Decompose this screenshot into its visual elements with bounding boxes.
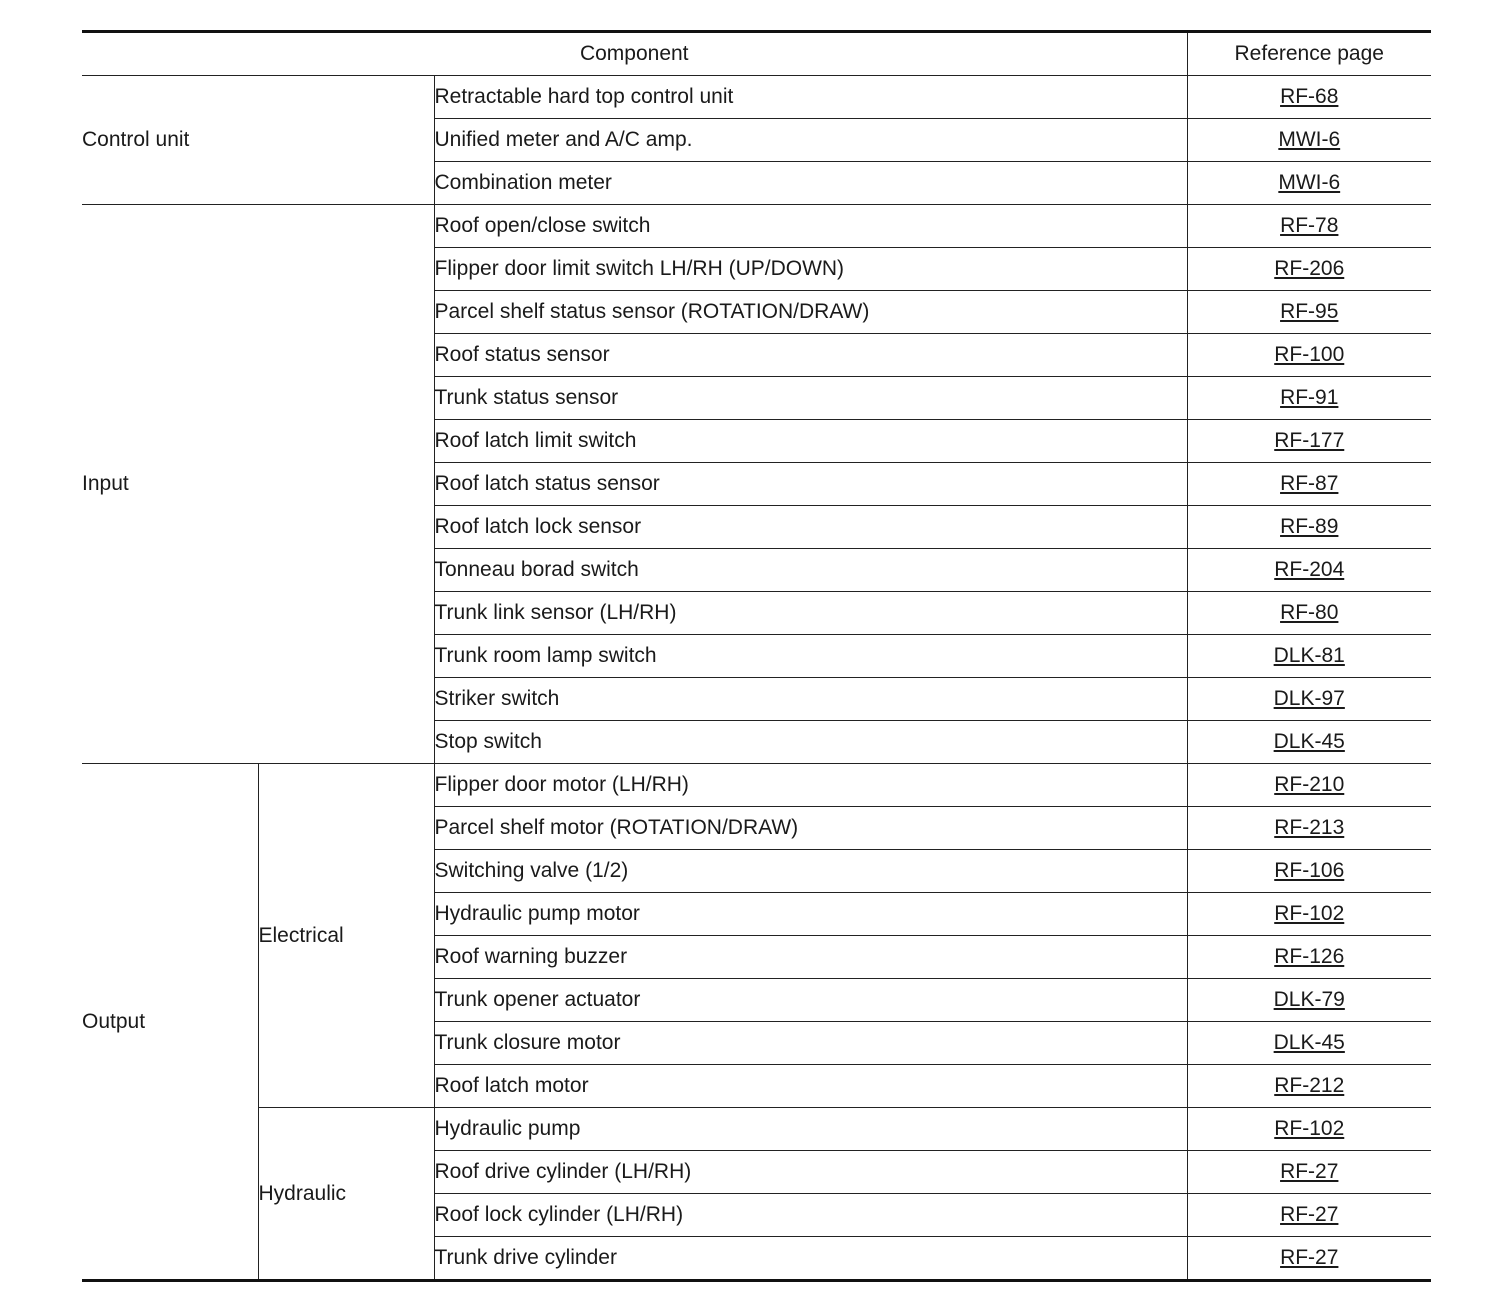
component-cell: Roof latch limit switch [434,420,1187,463]
component-cell: Trunk room lamp switch [434,635,1187,678]
component-cell: Roof drive cylinder (LH/RH) [434,1151,1187,1194]
component-cell: Roof status sensor [434,334,1187,377]
table-row [82,1108,1431,1151]
reference-cell [1187,979,1431,1022]
group-label-input: Input [82,205,434,764]
table-row [82,205,1431,248]
component-cell: Switching valve (1/2) [434,850,1187,893]
reference-cell [1187,420,1431,463]
reference-cell [1187,162,1431,205]
reference-cell [1187,76,1431,119]
component-cell: Trunk link sensor (LH/RH) [434,592,1187,635]
reference-page-link[interactable]: RF-100 [1274,343,1345,366]
reference-page-link[interactable]: RF-78 [1280,214,1339,237]
table-body [82,76,1431,1281]
component-cell: Roof lock cylinder (LH/RH) [434,1194,1187,1237]
component-cell: Hydraulic pump [434,1108,1187,1151]
component-cell: Trunk opener actuator [434,979,1187,1022]
reference-page-link[interactable]: MWI-6 [1278,128,1341,151]
subgroup-label-electrical: Electrical [258,764,434,1108]
component-cell: Combination meter [434,162,1187,205]
reference-cell [1187,1237,1431,1281]
reference-cell [1187,334,1431,377]
component-cell: Roof latch motor [434,1065,1187,1108]
reference-cell [1187,1151,1431,1194]
reference-page-link[interactable]: RF-89 [1280,515,1339,538]
component-cell: Hydraulic pump motor [434,893,1187,936]
reference-page-header: Reference page [1187,32,1431,76]
reference-cell [1187,1022,1431,1065]
reference-cell [1187,549,1431,592]
reference-cell [1187,1065,1431,1108]
component-cell: Roof open/close switch [434,205,1187,248]
reference-cell [1187,1108,1431,1151]
component-cell: Parcel shelf status sensor (ROTATION/DRAW) [434,291,1187,334]
reference-page-link[interactable]: DLK-45 [1273,1031,1345,1054]
component-cell: Flipper door limit switch LH/RH (UP/DOWN) [434,248,1187,291]
component-cell: Parcel shelf motor (ROTATION/DRAW) [434,807,1187,850]
reference-page-link[interactable]: RF-210 [1274,773,1345,796]
component-cell: Striker switch [434,678,1187,721]
component-header: Component [82,32,1187,76]
component-cell: Trunk closure motor [434,1022,1187,1065]
component-cell: Retractable hard top control unit [434,76,1187,119]
group-label-output: Output [82,764,258,1281]
reference-cell [1187,592,1431,635]
reference-cell [1187,463,1431,506]
reference-cell [1187,678,1431,721]
component-cell: Roof latch lock sensor [434,506,1187,549]
reference-page-link[interactable]: RF-106 [1274,859,1345,882]
reference-page-link[interactable]: RF-27 [1280,1246,1339,1269]
component-reference-table [82,30,1431,1282]
reference-cell [1187,1194,1431,1237]
component-cell: Stop switch [434,721,1187,764]
reference-page-link[interactable]: RF-87 [1280,472,1339,495]
reference-cell [1187,721,1431,764]
reference-cell [1187,635,1431,678]
reference-page-link[interactable]: RF-95 [1280,300,1339,323]
reference-cell [1187,205,1431,248]
component-cell: Trunk drive cylinder [434,1237,1187,1281]
reference-cell [1187,291,1431,334]
reference-page-link[interactable]: RF-212 [1274,1074,1345,1097]
reference-page-link[interactable]: MWI-6 [1278,171,1341,194]
reference-cell [1187,807,1431,850]
table-row [82,764,1431,807]
reference-page-link[interactable]: RF-213 [1274,816,1345,839]
reference-cell [1187,377,1431,420]
component-cell: Unified meter and A/C amp. [434,119,1187,162]
reference-cell [1187,248,1431,291]
reference-page-link[interactable]: RF-126 [1274,945,1345,968]
reference-cell [1187,506,1431,549]
reference-page-link[interactable]: RF-80 [1280,601,1339,624]
component-cell: Flipper door motor (LH/RH) [434,764,1187,807]
component-cell: Roof warning buzzer [434,936,1187,979]
subgroup-label-hydraulic: Hydraulic [258,1108,434,1281]
reference-page-link[interactable]: DLK-45 [1273,730,1345,753]
group-label-control-unit: Control unit [82,76,434,205]
table-row [82,76,1431,119]
reference-cell [1187,850,1431,893]
header-row [82,32,1431,76]
reference-page-link[interactable]: RF-102 [1274,1117,1345,1140]
component-cell: Trunk status sensor [434,377,1187,420]
reference-page-link[interactable]: RF-68 [1280,85,1339,108]
reference-page-link[interactable]: RF-204 [1274,558,1345,581]
reference-page-link[interactable]: DLK-97 [1273,687,1345,710]
reference-cell [1187,893,1431,936]
reference-page-link[interactable]: RF-27 [1280,1160,1339,1183]
reference-page-link[interactable]: DLK-79 [1273,988,1345,1011]
reference-page-link[interactable]: RF-91 [1280,386,1339,409]
reference-cell [1187,764,1431,807]
reference-cell [1187,119,1431,162]
reference-page-link[interactable]: RF-27 [1280,1203,1339,1226]
component-cell: Roof latch status sensor [434,463,1187,506]
reference-page-link[interactable]: RF-177 [1274,429,1345,452]
reference-page-link[interactable]: DLK-81 [1273,644,1345,667]
component-cell: Tonneau borad switch [434,549,1187,592]
reference-cell [1187,936,1431,979]
reference-page-link[interactable]: RF-102 [1274,902,1345,925]
reference-page-link[interactable]: RF-206 [1274,257,1345,280]
